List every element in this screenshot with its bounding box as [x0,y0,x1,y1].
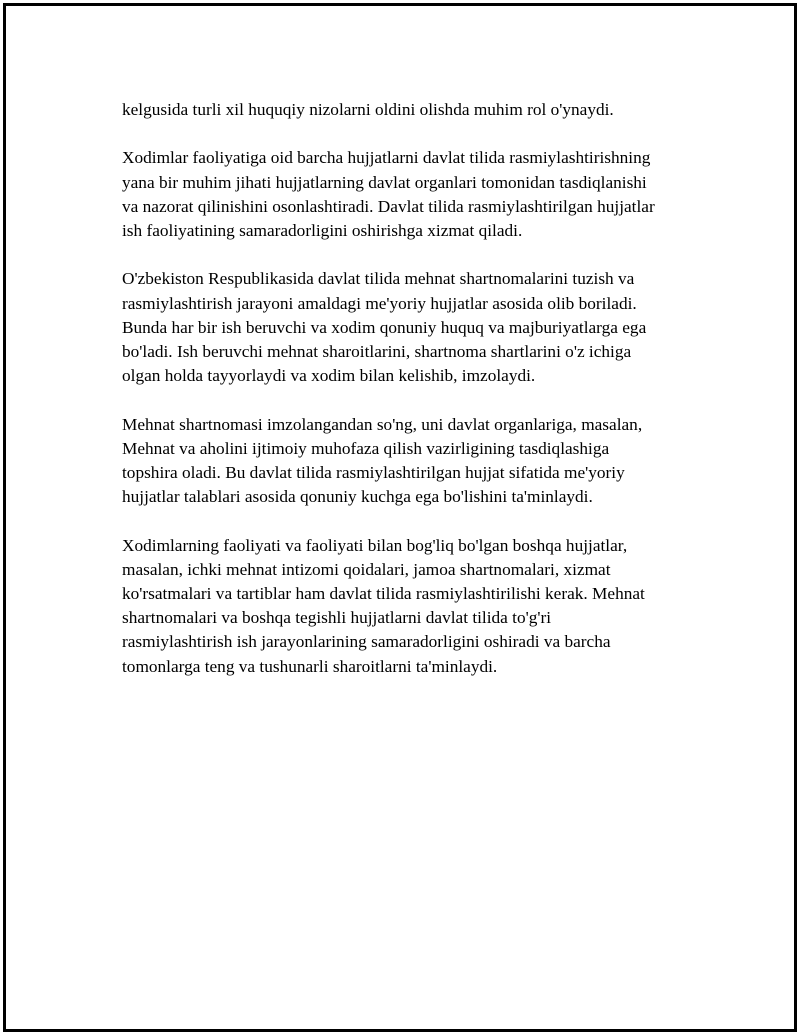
text-line: olgan holda tayyorlaydi va xodim bilan kelishib, imzolaydi. [122,366,536,386]
paragraph-3 [122,267,712,388]
paragraph-2 [122,146,712,243]
text-line: va nazorat qilinishini osonlashtiradi. Davlat tilida rasmiylashtirilgan hujjatlar [122,196,655,216]
text-line: tomonlarga teng va tushunarli sharoitlarni ta'minlaydi. [122,656,498,676]
text-line: rasmiylashtirish jarayoni amaldagi me'yoriy hujjatlar asosida olib boriladi. [122,293,637,313]
text-line: rasmiylashtirish ish jarayonlarining samaradorligini oshiradi va barcha [122,632,611,652]
text-line: Mehnat va aholini ijtimoiy muhofaza qilish vazirligining tasdiqlashiga [122,438,610,458]
text-line: kelgusida turli xil huquqiy nizolarni oldini olishda muhim rol o'ynaydi. [122,100,614,119]
text-line: bo'ladi. Ish beruvchi mehnat sharoitlarini, shartnoma shartlarini o'z ichiga [122,342,632,361]
text-line: topshira oladi. Bu davlat tilida rasmiylashtirilgan hujjat sifatida me'yoriy [122,463,625,482]
text-line: Xodimlarning faoliyati va faoliyati bilan bog'liq bo'lgan boshqa hujjatlar, [122,535,628,555]
text-line: hujjatlar talablari asosida qonuniy kuchga ega bo'lishini ta'minlaydi. [122,487,593,507]
text-line: shartnomalari va boshqa tegishli hujjatlarni davlat tilida to'g'ri [122,608,552,628]
text-line: ko'rsatmalari va tartiblar ham davlat tilida rasmiylashtirilishi kerak. Mehnat [122,584,645,603]
text-line: masalan, ichki mehnat intizomi qoidalari, jamoa shartnomalari, xizmat [122,559,611,579]
paragraph-5 [122,534,712,679]
text-line: yana bir muhim jihati hujjatlarning davlat organlari tomonidan tasdiqlanishi [122,172,647,192]
text-line: Xodimlar faoliyatiga oid barcha hujjatlarni davlat tilida rasmiylashtirishning [122,148,651,168]
text-line: Mehnat shartnomasi imzolangandan so'ng, uni davlat organlariga, masalan, [122,414,643,434]
text-line: Bunda har bir ish beruvchi va xodim qonuniy huquq va majburiyatlarga ega [122,317,647,337]
page-frame [3,3,797,1032]
paragraph-4 [122,413,712,510]
paragraph-1 [122,98,712,122]
text-line: ish faoliyatining samaradorligini oshirishga xizmat qiladi. [122,221,523,240]
document-body [122,98,712,703]
text-line: O'zbekiston Respublikasida davlat tilida mehnat shartnomalarini tuzish va [122,269,635,289]
